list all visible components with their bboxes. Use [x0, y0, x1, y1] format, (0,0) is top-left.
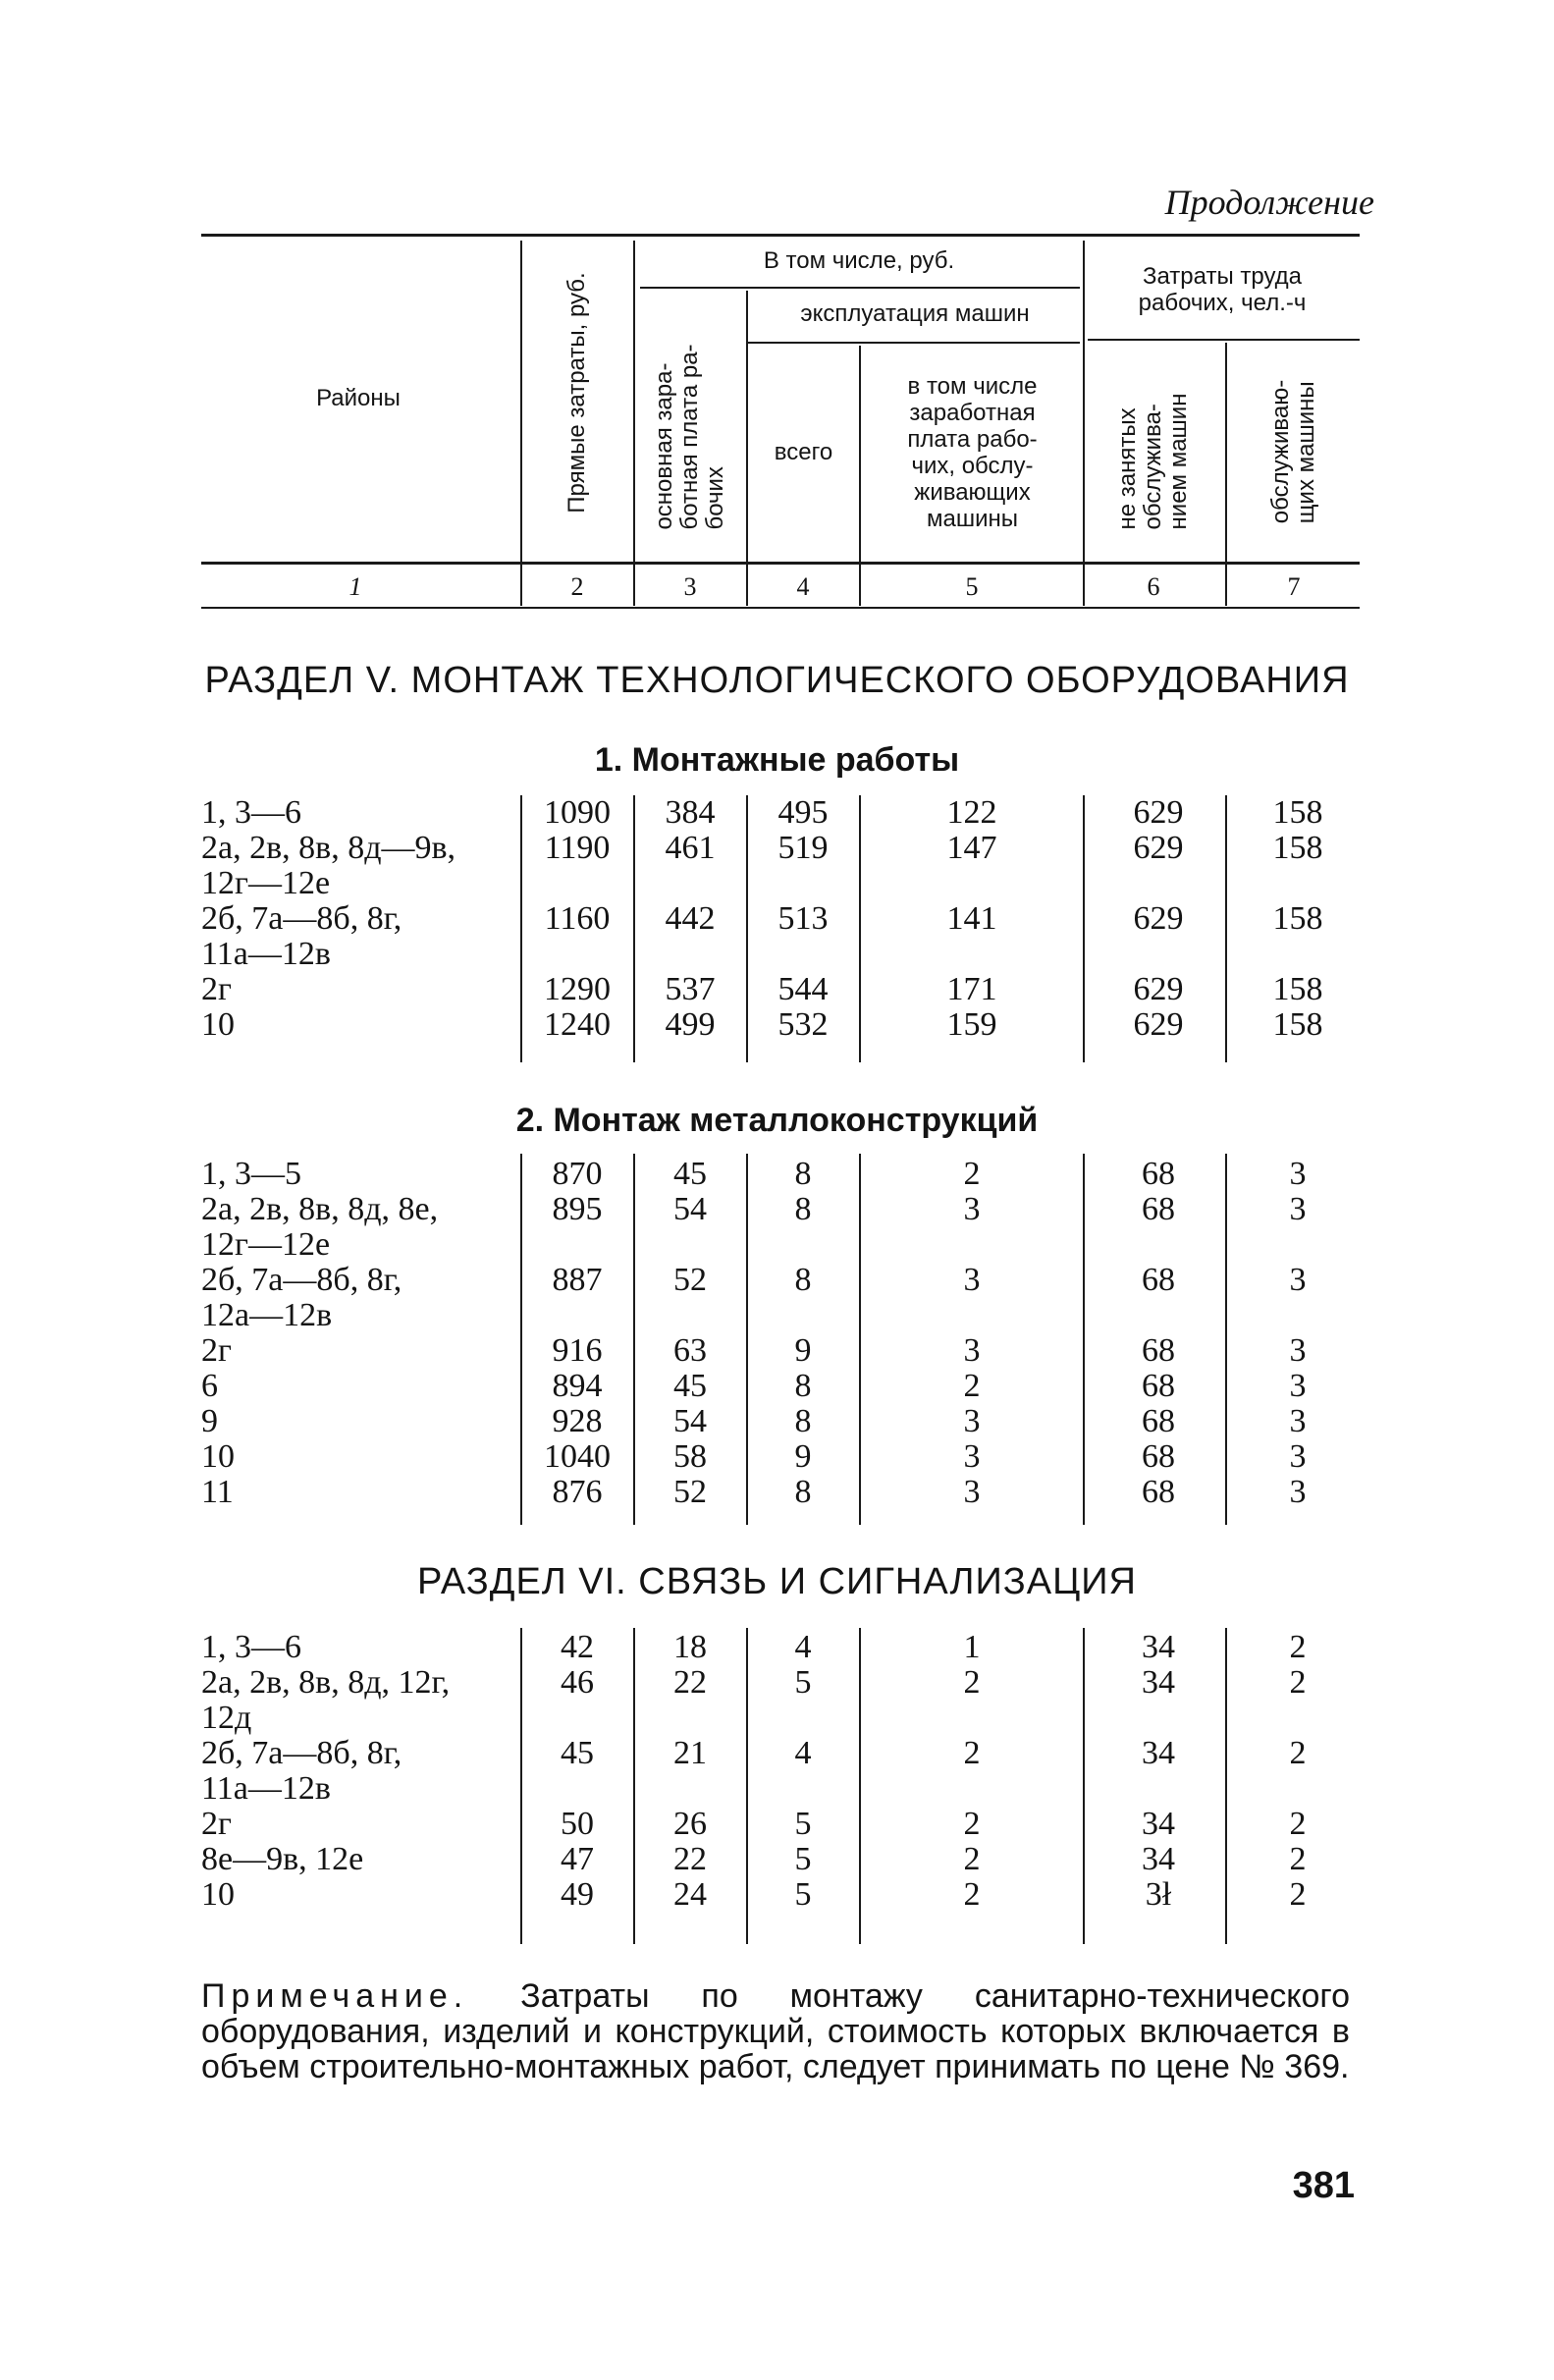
header-col-machines-total: всего	[774, 439, 833, 465]
value-cell: 894	[552, 1368, 603, 1404]
value-cell: 870	[552, 1156, 603, 1192]
value-cell: 63	[673, 1332, 707, 1369]
table-row	[0, 831, 1554, 866]
value-cell: 34	[1142, 1806, 1175, 1842]
region-cell: 2г	[201, 1806, 232, 1842]
value-cell: 52	[673, 1474, 707, 1510]
table-row	[0, 1192, 1554, 1227]
value-cell: 26	[673, 1806, 707, 1842]
value-cell: 3	[1289, 1403, 1307, 1439]
subsection-title: 1. Монтажные работы	[594, 741, 960, 779]
value-cell: 2	[1289, 1629, 1307, 1665]
value-cell: 2	[963, 1806, 981, 1842]
value-cell: 4	[794, 1735, 812, 1771]
header-col-direct-costs: Прямые затраты, руб.	[563, 272, 590, 514]
value-cell: 122	[946, 794, 997, 831]
table-row	[0, 901, 1554, 937]
table-row	[0, 1333, 1554, 1369]
table-row	[0, 795, 1554, 831]
value-cell: 9	[794, 1438, 812, 1475]
region-cell: 8е—9в, 12е	[201, 1841, 364, 1877]
value-cell: 537	[665, 971, 716, 1007]
region-cell: 2б, 7а—8б, 8г,	[201, 1735, 402, 1771]
region-cell: 10	[201, 1438, 235, 1475]
value-cell: 2	[963, 1368, 981, 1404]
region-cell: 9	[201, 1403, 218, 1439]
region-cell: 2б, 7а—8б, 8г,	[201, 1262, 402, 1298]
value-cell: 3	[1289, 1262, 1307, 1298]
value-cell: 629	[1133, 794, 1184, 831]
value-cell: 3	[963, 1474, 981, 1510]
value-cell: 22	[673, 1841, 707, 1877]
table-row	[0, 1157, 1554, 1192]
value-cell: 2	[1289, 1876, 1307, 1913]
value-cell: 9	[794, 1332, 812, 1369]
value-cell: 34	[1142, 1735, 1175, 1771]
region-cell: 2г	[201, 1332, 232, 1369]
value-cell: 3	[1289, 1438, 1307, 1475]
table-row	[0, 1665, 1554, 1701]
value-cell: 3	[1289, 1474, 1307, 1510]
value-cell: 895	[552, 1191, 603, 1227]
value-cell: 5	[794, 1806, 812, 1842]
header-col-regions: Районы	[316, 385, 401, 411]
value-cell: 3	[963, 1403, 981, 1439]
value-cell: 8	[794, 1191, 812, 1227]
region-cell: 1, 3—6	[201, 794, 301, 831]
value-cell: 42	[561, 1629, 594, 1665]
region-continuation: 12д	[201, 1700, 252, 1736]
value-cell: 3	[963, 1191, 981, 1227]
header-group-machines: эксплуатация машин	[800, 300, 1030, 327]
value-cell: 24	[673, 1876, 707, 1913]
value-cell: 3ł	[1145, 1876, 1172, 1913]
table-row	[0, 1404, 1554, 1439]
value-cell: 544	[777, 971, 829, 1007]
value-cell: 384	[665, 794, 716, 831]
value-cell: 158	[1272, 1006, 1323, 1043]
header-col-machines-wage: в том числе заработная плата рабо- чих, обслу- живающих машины	[907, 373, 1038, 532]
table-row	[0, 1263, 1554, 1298]
value-cell: 629	[1133, 900, 1184, 937]
region-continuation: 12г—12е	[201, 1226, 331, 1263]
value-cell: 4	[794, 1629, 812, 1665]
value-cell: 519	[777, 830, 829, 866]
value-cell: 49	[561, 1876, 594, 1913]
value-cell: 629	[1133, 1006, 1184, 1043]
value-cell: 147	[946, 830, 997, 866]
value-cell: 22	[673, 1664, 707, 1701]
value-cell: 495	[777, 794, 829, 831]
column-numbers-rule	[201, 607, 1360, 609]
value-cell: 159	[946, 1006, 997, 1043]
value-cell: 1	[963, 1629, 981, 1665]
value-cell: 68	[1142, 1332, 1175, 1369]
footnote-label: Примечание.	[201, 1977, 469, 2015]
value-cell: 916	[552, 1332, 603, 1369]
value-cell: 8	[794, 1474, 812, 1510]
value-cell: 629	[1133, 830, 1184, 866]
value-cell: 68	[1142, 1474, 1175, 1510]
value-cell: 887	[552, 1262, 603, 1298]
value-cell: 3	[963, 1438, 981, 1475]
subsection-title: 2. Монтаж металлоконструкций	[515, 1102, 1039, 1139]
value-cell: 5	[794, 1841, 812, 1877]
table-row	[0, 1007, 1554, 1043]
value-cell: 513	[777, 900, 829, 937]
group-including-rule	[640, 287, 1080, 289]
value-cell: 46	[561, 1664, 594, 1701]
table-row	[0, 1842, 1554, 1877]
header-col-base-wage: основная зара- ботная плата ра- бочих	[651, 344, 728, 530]
value-cell: 876	[552, 1474, 603, 1510]
value-cell: 68	[1142, 1191, 1175, 1227]
value-cell: 68	[1142, 1156, 1175, 1192]
value-cell: 45	[673, 1156, 707, 1192]
value-cell: 58	[673, 1438, 707, 1475]
footnote-text: Затраты по монтажу санитарно-технического оборудования, изделий и конструкций, стоимость которых включается в объем строительно-монтажных работ, следует принимать по цене № 369.	[201, 1977, 1350, 2085]
region-cell: 6	[201, 1368, 218, 1404]
table-row	[0, 1475, 1554, 1510]
value-cell: 2	[1289, 1806, 1307, 1842]
header-divider-1	[520, 241, 522, 606]
value-cell: 532	[777, 1006, 829, 1043]
header-bottom-rule	[201, 562, 1360, 565]
value-cell: 34	[1142, 1629, 1175, 1665]
region-cell: 2б, 7а—8б, 8г,	[201, 900, 402, 937]
value-cell: 1040	[544, 1438, 611, 1475]
value-cell: 5	[794, 1664, 812, 1701]
value-cell: 171	[946, 971, 997, 1007]
header-divider-4	[859, 346, 861, 606]
value-cell: 50	[561, 1806, 594, 1842]
value-cell: 68	[1142, 1438, 1175, 1475]
region-cell: 1, 3—6	[201, 1629, 301, 1665]
header-group-including: В том числе, руб.	[763, 247, 955, 274]
value-cell: 2	[963, 1664, 981, 1701]
value-cell: 45	[673, 1368, 707, 1404]
region-cell: 11	[201, 1474, 234, 1510]
column-number: 4	[796, 572, 810, 601]
table-row	[0, 1736, 1554, 1771]
value-cell: 68	[1142, 1262, 1175, 1298]
value-cell: 68	[1142, 1403, 1175, 1439]
value-cell: 2	[1289, 1841, 1307, 1877]
value-cell: 461	[665, 830, 716, 866]
value-cell: 2	[1289, 1735, 1307, 1771]
header-group-labor: Затраты труда рабочих, чел.-ч	[1138, 263, 1307, 316]
value-cell: 3	[1289, 1156, 1307, 1192]
footnote	[201, 1978, 1350, 2084]
value-cell: 2	[1289, 1664, 1307, 1701]
value-cell: 47	[561, 1841, 594, 1877]
value-cell: 2	[963, 1156, 981, 1192]
region-cell: 2а, 2в, 8в, 8д, 8е,	[201, 1191, 439, 1227]
table-row	[0, 1877, 1554, 1913]
value-cell: 499	[665, 1006, 716, 1043]
section-title: РАЗДЕЛ V. МОНТАЖ ТЕХНОЛОГИЧЕСКОГО ОБОРУДОВАНИЯ	[204, 660, 1350, 701]
group-labor-rule	[1088, 339, 1360, 341]
value-cell: 34	[1142, 1664, 1175, 1701]
section-title: РАЗДЕЛ VI. СВЯЗЬ И СИГНАЛИЗАЦИЯ	[417, 1561, 1137, 1602]
value-cell: 1240	[544, 1006, 611, 1043]
value-cell: 8	[794, 1156, 812, 1192]
value-cell: 1290	[544, 971, 611, 1007]
region-cell: 1, 3—5	[201, 1156, 301, 1192]
column-number: 1	[348, 572, 362, 601]
region-continuation: 11а—12в	[201, 1770, 331, 1807]
value-cell: 928	[552, 1403, 603, 1439]
header-divider-2	[633, 241, 635, 606]
value-cell: 8	[794, 1368, 812, 1404]
table-row	[0, 1630, 1554, 1665]
value-cell: 3	[963, 1262, 981, 1298]
region-cell: 2г	[201, 971, 232, 1007]
value-cell: 158	[1272, 900, 1323, 937]
table-row	[0, 1439, 1554, 1475]
value-cell: 629	[1133, 971, 1184, 1007]
column-number: 2	[570, 572, 584, 601]
value-cell: 2	[963, 1876, 981, 1913]
value-cell: 1090	[544, 794, 611, 831]
region-cell: 10	[201, 1876, 235, 1913]
value-cell: 2	[963, 1841, 981, 1877]
table-row	[0, 1369, 1554, 1404]
value-cell: 21	[673, 1735, 707, 1771]
value-cell: 8	[794, 1403, 812, 1439]
value-cell: 1190	[544, 830, 611, 866]
value-cell: 3	[1289, 1191, 1307, 1227]
value-cell: 3	[1289, 1332, 1307, 1369]
page-number: 381	[1292, 2165, 1355, 2206]
value-cell: 54	[673, 1403, 707, 1439]
column-number: 6	[1147, 572, 1160, 601]
continuation-label: Продолжение	[1164, 183, 1374, 222]
region-cell: 2а, 2в, 8в, 8д—9в,	[201, 830, 456, 866]
value-cell: 8	[794, 1262, 812, 1298]
value-cell: 18	[673, 1629, 707, 1665]
value-cell: 158	[1272, 971, 1323, 1007]
value-cell: 141	[946, 900, 997, 937]
value-cell: 45	[561, 1735, 594, 1771]
value-cell: 68	[1142, 1368, 1175, 1404]
column-number: 3	[683, 572, 697, 601]
header-col-labor-not-machines: не занятых обслужива- нием машин	[1114, 393, 1192, 530]
value-cell: 54	[673, 1191, 707, 1227]
value-cell: 1160	[544, 900, 611, 937]
group-machines-rule	[748, 342, 1080, 344]
header-divider-6	[1225, 343, 1227, 606]
value-cell: 158	[1272, 830, 1323, 866]
value-cell: 5	[794, 1876, 812, 1913]
value-cell: 52	[673, 1262, 707, 1298]
value-cell: 3	[1289, 1368, 1307, 1404]
column-number: 5	[965, 572, 979, 601]
table-row	[0, 972, 1554, 1007]
header-top-rule	[201, 234, 1360, 237]
table-row	[0, 1807, 1554, 1842]
region-continuation: 12г—12е	[201, 865, 331, 901]
region-cell: 2а, 2в, 8в, 8д, 12г,	[201, 1664, 451, 1701]
value-cell: 442	[665, 900, 716, 937]
value-cell: 158	[1272, 794, 1323, 831]
value-cell: 34	[1142, 1841, 1175, 1877]
column-number: 7	[1287, 572, 1301, 601]
region-continuation: 11а—12в	[201, 936, 331, 972]
region-continuation: 12а—12в	[201, 1297, 333, 1333]
region-cell: 10	[201, 1006, 235, 1043]
value-cell: 3	[963, 1332, 981, 1369]
value-cell: 2	[963, 1735, 981, 1771]
header-col-labor-machines: обслуживаю- щих машины	[1267, 379, 1319, 524]
